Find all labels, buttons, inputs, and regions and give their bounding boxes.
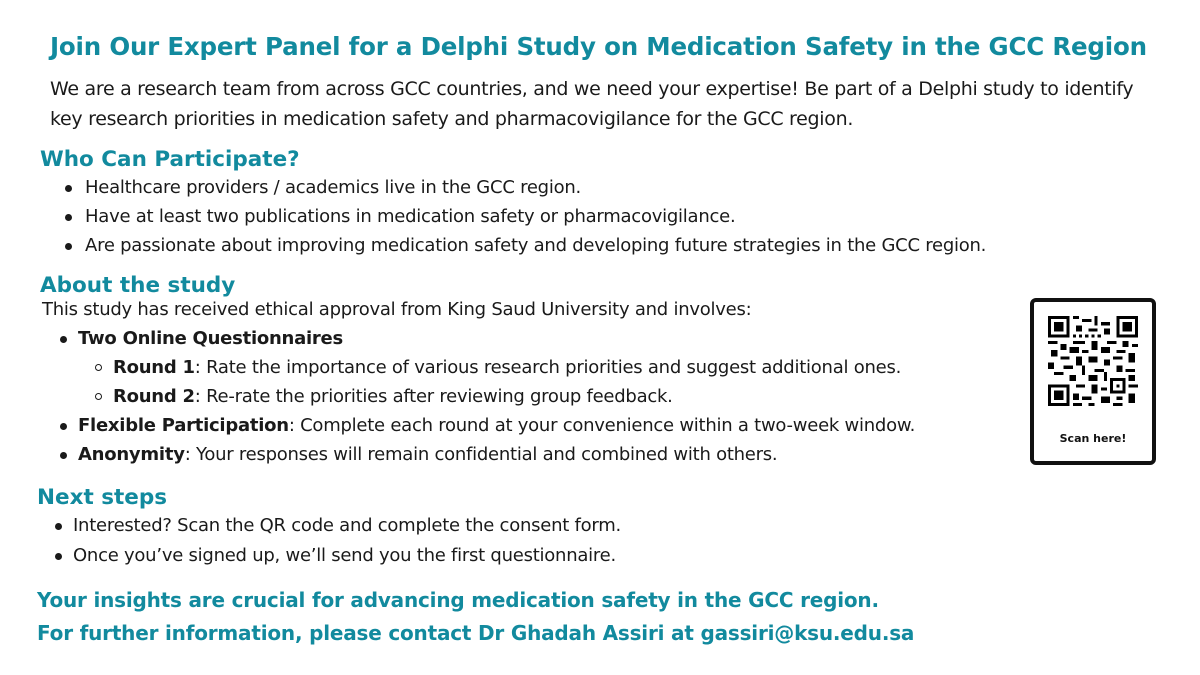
- circle-bullet-icon: [95, 364, 102, 371]
- qr-code-icon[interactable]: [1048, 316, 1138, 406]
- list-item: Healthcare providers / academics live in the GCC region.: [85, 177, 582, 198]
- closing-line-2: For further information, please contact Dr Ghadah Assiri at gassiri@ksu.edu.sa: [37, 621, 915, 645]
- intro-paragraph: We are a research team from across GCC countries, and we need your expertise! Be part of a Delphi study to identify key research priorities in medication safety and pharmacovigilance for the GCC region.: [50, 78, 1134, 130]
- qr-label: Scan here!: [1059, 432, 1127, 445]
- next-heading: Next steps: [37, 485, 168, 510]
- round1-text: : Rate the importance of various research priorities and suggest additional ones.: [194, 357, 902, 378]
- list-item: Are passionate about improving medication safety and developing future strategies in the GCC region.: [85, 235, 987, 256]
- bullet-icon: [65, 243, 72, 250]
- circle-bullet-icon: [95, 393, 102, 400]
- list-item: [113, 356, 901, 380]
- round2-label: Round 2: [113, 386, 195, 407]
- list-item: Once you’ve signed up, we’ll send you the first questionnaire.: [73, 545, 616, 566]
- who-heading: Who Can Participate?: [40, 147, 300, 172]
- flexible-label: Flexible Participation: [78, 415, 289, 436]
- flexible-text: : Complete each round at your convenience within a two-week window.: [288, 415, 916, 436]
- anonymity-label: Anonymity: [78, 444, 185, 465]
- list-item: [113, 385, 673, 409]
- list-item: [78, 414, 915, 438]
- bullet-icon: [60, 336, 67, 343]
- closing-line-1: Your insights are crucial for advancing medication safety in the GCC region.: [37, 588, 879, 612]
- page-title: Join Our Expert Panel for a Delphi Study on Medication Safety in the GCC Region: [50, 32, 1147, 61]
- questionnaires-label: Two Online Questionnaires: [78, 328, 343, 349]
- about-lead: This study has received ethical approval from King Saud University and involves:: [42, 299, 752, 320]
- list-item: Interested? Scan the QR code and complete the consent form.: [73, 515, 621, 536]
- bullet-icon: [60, 452, 67, 459]
- bullet-icon: [65, 214, 72, 221]
- bullet-icon: [55, 553, 62, 560]
- round2-text: : Re-rate the priorities after reviewing group feedback.: [194, 386, 673, 407]
- list-item: [78, 443, 777, 467]
- about-heading: About the study: [40, 273, 236, 298]
- anonymity-text: : Your responses will remain confidential and combined with others.: [184, 444, 778, 465]
- bullet-icon: [65, 185, 72, 192]
- qr-card[interactable]: [1030, 298, 1156, 465]
- list-item: Have at least two publications in medication safety or pharmacovigilance.: [85, 206, 736, 227]
- list-item: [78, 327, 343, 351]
- bullet-icon: [60, 423, 67, 430]
- round1-label: Round 1: [113, 357, 195, 378]
- bullet-icon: [55, 523, 62, 530]
